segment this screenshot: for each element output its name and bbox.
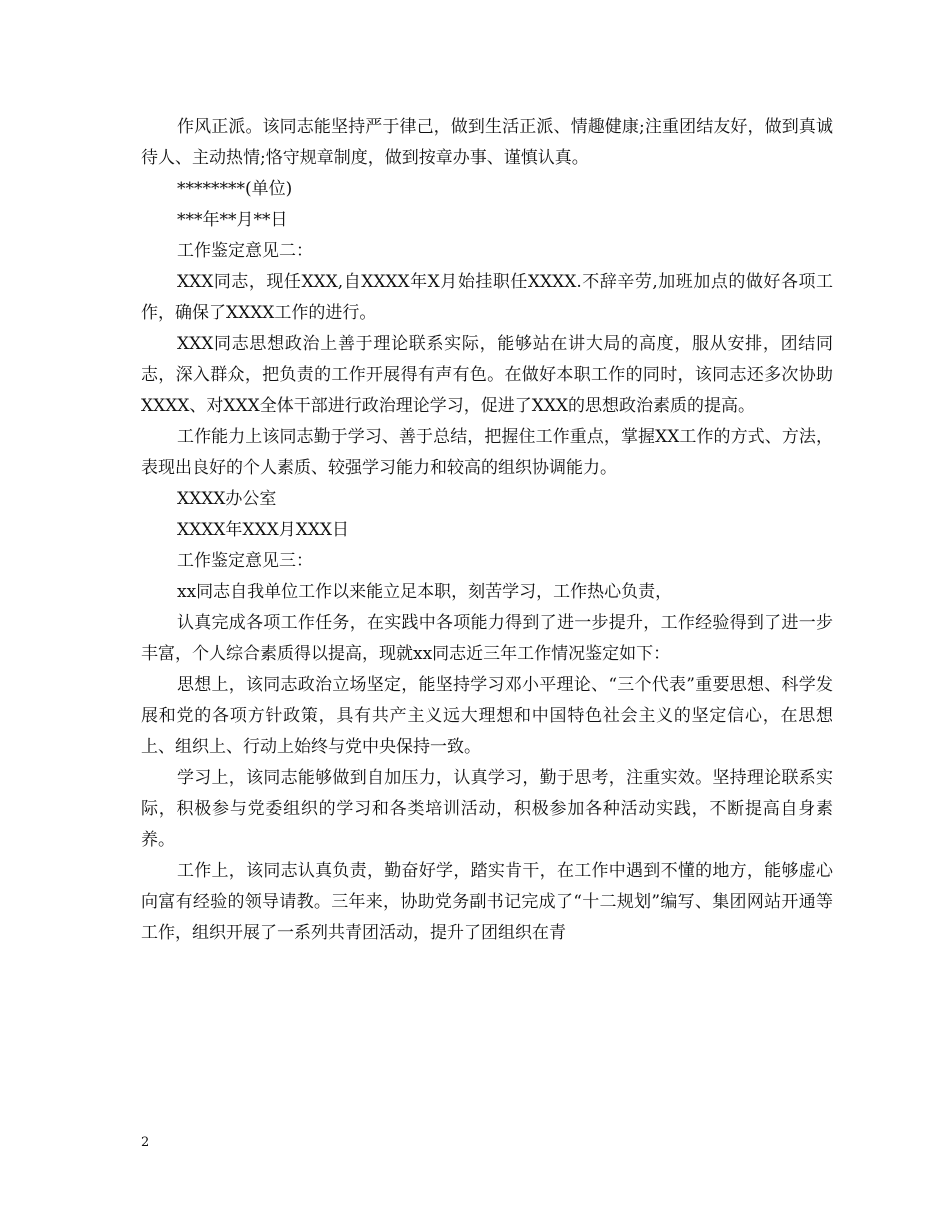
section-heading-opinion-two: 工作鉴定意见二： bbox=[177, 241, 313, 261]
paragraph-intro-three: xx同志自我单位工作以来能立足本职，刻苦学习，工作热心负责， bbox=[177, 582, 673, 602]
paragraph-ideology: 思想上，该同志政治立场坚定，能坚持学习邓小平理论、“三个代表”重要思想、科学发展和党的各项方针政策，具有共产主义远大理想和中国特色社会主义的坚定信心，在思想上、组织上、行动上始终与党中央保持一致。 bbox=[141, 675, 833, 757]
signature-date: ***年**月**日 bbox=[177, 210, 288, 230]
signature-office-date: XXXX年XXX月XXX日 bbox=[177, 520, 350, 540]
section-heading-opinion-three: 工作鉴定意见三： bbox=[177, 551, 313, 571]
paragraph-position-intro: XXX同志，现任XXX,自XXXX年X月始挂职任XXXX.不辞辛劳,加班加点的做好各项工作，确保了XXXX工作的进行。 bbox=[141, 272, 833, 323]
paragraph-work: 工作上，该同志认真负责，勤奋好学，踏实肯干，在工作中遇到不懂的地方，能够虚心向富有经验的领导请教。三年来，协助党务副书记完成了“十二规划”编写、集团网站开通等工作，组织开展了一系列共青团活动，提升了团组织在青 bbox=[141, 861, 833, 943]
signature-unit: ********(单位) bbox=[177, 179, 293, 199]
page-number: 2 bbox=[141, 1135, 150, 1150]
paragraph-political-thought: XXX同志思想政治上善于理论联系实际，能够站在讲大局的高度，服从安排，团结同志，深入群众，把负责的工作开展得有声有色。在做好本职工作的同时，该同志还多次协助XXXX、对XXX全体干部进行政治理论学习，促进了XXX的思想政治素质的提高。 bbox=[141, 334, 833, 416]
signature-office: XXXX办公室 bbox=[177, 489, 277, 509]
paragraph-task-completion: 认真完成各项工作任务，在实践中各项能力得到了进一步提升，工作经验得到了进一步丰富，个人综合素质得以提高，现就xx同志近三年工作情况鉴定如下： bbox=[141, 613, 833, 664]
paragraph-study: 学习上，该同志能够做到自加压力，认真学习，勤于思考，注重实效。坚持理论联系实际，积极参与党委组织的学习和各类培训活动，积极参加各种活动实践，不断提高自身素养。 bbox=[141, 768, 833, 850]
page-body bbox=[141, 112, 833, 949]
paragraph-conduct-summary: 作风正派。该同志能坚持严于律己，做到生活正派、情趣健康;注重团结友好，做到真诚待人、主动热情;恪守规章制度，做到按章办事、谨慎认真。 bbox=[141, 117, 833, 168]
paragraph-work-ability: 工作能力上该同志勤于学习、善于总结，把握住工作重点，掌握XX工作的方式、方法，表现出良好的个人素质、较强学习能力和较高的组织协调能力。 bbox=[141, 427, 833, 478]
